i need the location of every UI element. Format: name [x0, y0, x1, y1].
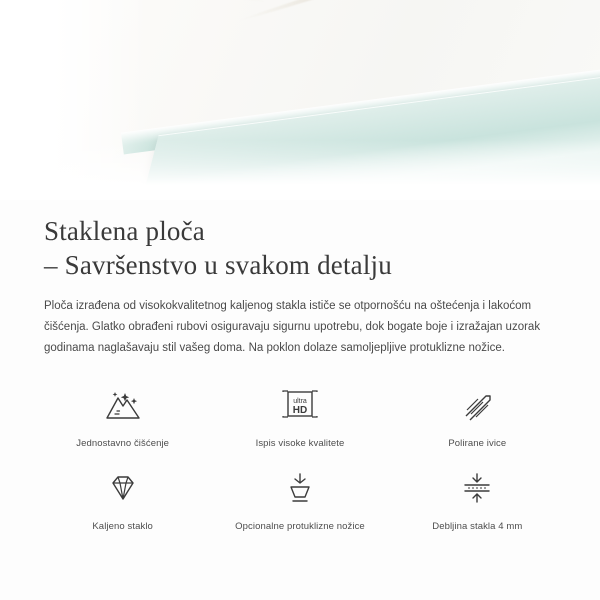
feature-item-anti-slip-pads [211, 468, 388, 533]
polished-edges-icon [454, 385, 500, 427]
feature-label: Polirane ivice [448, 438, 507, 449]
feature-label: Opcionalne protuklizne nožice [235, 521, 365, 532]
hero-image [0, 0, 600, 200]
svg-text:HD: HD [292, 405, 308, 416]
ultra-hd-icon [277, 385, 323, 427]
anti-slip-pads-icon [277, 468, 323, 510]
feature-item-easy-cleaning [34, 385, 211, 450]
page-title [44, 214, 556, 282]
description-paragraph: Ploča izrađena od visokokvalitetnog kaljenog stakla ističe se otpornošću na oštećenja i lakoćom čišćenja. Glatko obrađeni rubovi osiguravaju sigurnu upotrebu, dok bogate boje i izražajan uzorak godinama naglašavaju stil vašeg doma. Na poklon dolaze samoljepljive protuklizne nožice. [44, 300, 541, 354]
title-line-2: – Savršenstvo u svakom detalju [44, 250, 392, 280]
svg-text:ultra: ultra [293, 398, 307, 405]
feature-item-tempered-glass [34, 468, 211, 533]
content-block [0, 200, 600, 359]
title-line-1: Staklena ploča [44, 216, 205, 246]
feature-grid [0, 385, 600, 533]
feature-label: Kaljeno staklo [92, 521, 153, 532]
feature-item-glass-thickness [389, 468, 566, 533]
feature-item-polished-edges [389, 385, 566, 450]
thickness-arrows-icon [454, 468, 500, 510]
sparkle-cloth-icon [100, 385, 146, 427]
hero-fade-bottom [0, 140, 600, 200]
feature-label: Debljina stakla 4 mm [432, 521, 523, 532]
feature-label: Jednostavno čišćenje [76, 438, 170, 449]
diamond-icon [100, 468, 146, 510]
feature-item-high-quality-print [211, 385, 388, 450]
feature-label: Ispis visoke kvalitete [255, 438, 345, 449]
